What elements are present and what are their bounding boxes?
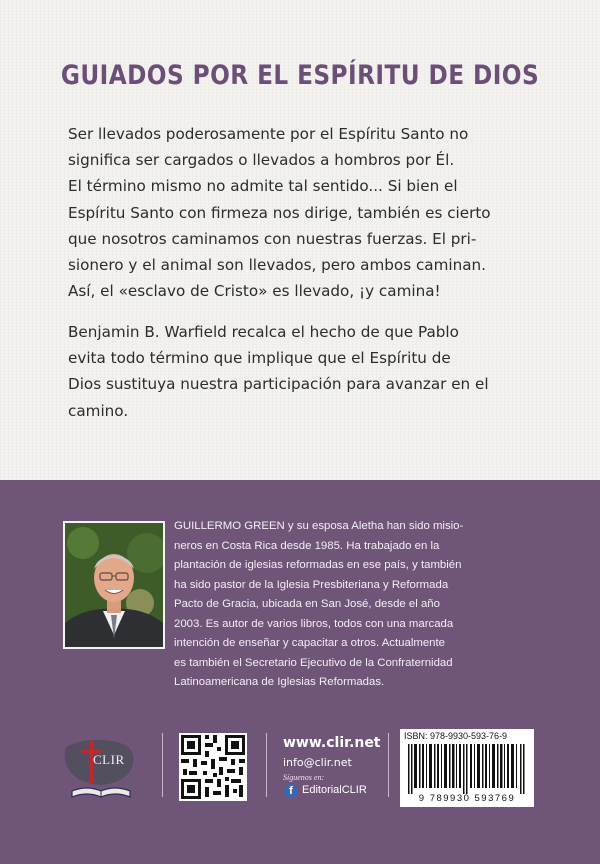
website-link[interactable]: www.clir.net xyxy=(283,735,381,751)
text-line: Espíritu Santo con firmeza nos dirige, también es cierto xyxy=(68,203,491,222)
follow-label: Síguenos en: xyxy=(283,773,325,782)
bio-line: ha sido pastor de la Iglesia Presbiteriana y Reformada xyxy=(174,578,449,591)
text-line: Dios sustituya nuestra participación para avanzar en el xyxy=(68,375,489,394)
isbn-barcode-block xyxy=(400,729,534,807)
text-line: Ser llevados poderosamente por el Espíritu Santo no xyxy=(68,125,469,143)
text-line: Así, el «esclavo de Cristo» es llevado, ¡y camina! xyxy=(68,282,441,301)
divider xyxy=(388,733,389,797)
bio-line: intención de enseñar y capacitar a otros. Actualmente xyxy=(174,637,446,649)
clir-logo xyxy=(60,733,150,803)
page-title: GUIADOS POR EL ESPÍRITU DE DIOS xyxy=(60,60,540,91)
quote-paragraph xyxy=(68,121,538,304)
text-line: Benjamin B. Warfield recalca el hecho de que Pablo xyxy=(68,323,459,341)
text-line: sionero y el animal son llevados, pero ambos caminan. xyxy=(68,256,487,275)
bio-line: GUILLERMO GREEN y su esposa Aletha han sido misio- xyxy=(174,520,464,532)
bio-line: Latinoamericana de Iglesias Reformadas. xyxy=(174,676,385,688)
text-line: significa ser cargados o llevados a hombros por Él. xyxy=(68,151,455,170)
text-line: camino. xyxy=(68,401,129,420)
barcode xyxy=(408,744,526,794)
bio-line: plantación de iglesias reformadas en ese país, y también xyxy=(174,559,462,571)
text-line: evita todo término que implique que el Espíritu de xyxy=(68,349,451,368)
divider xyxy=(266,733,267,797)
bio-line: es también el Secretario Ejecutivo de la Confraternidad xyxy=(174,656,453,669)
bio-line: Pacto de Gracia, ubicada en San José, desde el año xyxy=(174,598,440,610)
author-portrait-illustration xyxy=(65,523,163,647)
bio-line: neros en Costa Rica desde 1985. Ha trabajado en la xyxy=(174,539,440,552)
author-bio xyxy=(174,517,538,693)
facebook-icon[interactable]: f xyxy=(284,784,298,798)
qr-code[interactable] xyxy=(179,733,247,801)
qr-code-graphic xyxy=(179,733,247,801)
author-photo xyxy=(63,521,165,649)
text-line: El término mismo no admite tal sentido... Si bien el xyxy=(68,177,458,196)
facebook-page-link[interactable]: EditorialCLIR xyxy=(302,784,367,796)
text-line: que nosotros caminamos con nuestras fuerzas. El pri- xyxy=(68,229,477,248)
isbn-label: ISBN: 978-9930-593-76-9 xyxy=(404,731,508,741)
clir-logo-text: CLIR xyxy=(93,752,125,767)
commentary-paragraph xyxy=(68,319,538,424)
bio-line: 2003. Es autor de varios libros, todos con una marcada xyxy=(174,617,454,630)
divider xyxy=(162,733,163,797)
email-link[interactable]: info@clir.net xyxy=(283,756,352,769)
barcode-digits: 9 789930 593769 xyxy=(418,793,516,804)
